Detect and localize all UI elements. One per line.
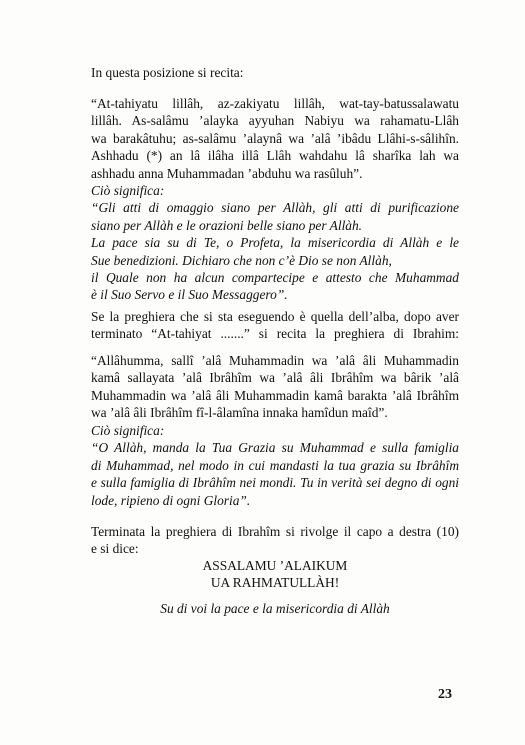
text-line: “At-tahiyatu lillâh, az-zakiyatu lillâh, wat-tay-batussalawatu bbox=[91, 96, 459, 111]
text-line: di Muhammad, nel modo in cui mandasti la tua grazia su Ibrâhîm bbox=[91, 457, 459, 473]
salutation-line: ASSALAMU ’ALAIKUM bbox=[202, 558, 348, 573]
text-line: ashhadu anna Muhammadan ’abduhu wa rasûluh”. bbox=[91, 165, 363, 181]
text-line: kamâ sallayata ’alâ Ibrâhîm wa ’alâ âli Ibrâhîm wa bârik ’alâ bbox=[91, 370, 459, 386]
text-line: lode, ripieno di ogni Gloria”. bbox=[91, 492, 251, 508]
text-line: è il Suo Servo e il Suo Messaggero”. bbox=[91, 287, 288, 303]
dawn-prayer-paragraph bbox=[91, 308, 459, 343]
ibrahim-arabic-paragraph bbox=[91, 352, 459, 422]
closing-paragraph bbox=[91, 523, 459, 558]
text-line: “Allâhumma, sallî ’alâ Muhammadin wa ’alâ âli Muhammadin bbox=[91, 353, 459, 368]
intro-paragraph bbox=[91, 64, 459, 81]
text-line: Terminata la preghiera di Ibrahîm si rivolge il capo a destra (10) bbox=[91, 524, 459, 539]
text-line: La pace sia su di Te, o Profeta, la misericordia di Allàh e le bbox=[91, 235, 459, 251]
text-line: e sulla famiglia di Ibrâhîm nei mondi. Tu in verità sei degno di ogni bbox=[91, 475, 459, 491]
text-line: siano per Allàh e le orazioni belle siano per Allàh. bbox=[91, 217, 363, 233]
salutation-line: UA RAHMATULLÀH! bbox=[210, 575, 340, 591]
meaning-label: Ciò significa: bbox=[91, 423, 165, 438]
text-line: Sue benedizioni. Dichiaro che non c’è Dio se non Allàh, bbox=[91, 252, 392, 268]
text-line: e si dice: bbox=[91, 541, 139, 557]
text-line: Muhammadin wa ’alâ âli Muhammadin kamâ barakta ’alâ Ibrâhîm bbox=[91, 387, 459, 403]
text-line: terminato “At-tahiyat .......” si recita la preghiera di Ibrahim: bbox=[91, 326, 459, 342]
text-line: wa ’alâ âli Ibrâhîm fî-l-âlamîna innaka hamîdun maîd”. bbox=[91, 405, 388, 421]
text-line: il Quale non ha alcun compartecipe e attesto che Muhammad bbox=[91, 270, 459, 286]
salutation-block bbox=[91, 557, 459, 617]
page-number: 23 bbox=[438, 687, 452, 702]
tahiyat-meaning-paragraph bbox=[91, 182, 459, 304]
text-line: wa barakâtuhu; as-salâmu ’alaynâ wa ’alâ ’ibâdu Llâhi-s-sâlihîn. bbox=[91, 130, 459, 146]
salutation-meaning: Su di voi la pace e la misericordia di Allàh bbox=[160, 600, 390, 616]
text-line: Ashhadu (*) an lâ ilâha illâ Llâh wahdahu lâ sharîka lah wa bbox=[91, 148, 459, 164]
text-line: “Gli atti di omaggio siano per Allàh, gli atti di purificazione bbox=[91, 200, 459, 216]
tahiyat-arabic-paragraph bbox=[91, 95, 459, 182]
meaning-label: Ciò significa: bbox=[91, 183, 165, 198]
ibrahim-meaning-paragraph bbox=[91, 422, 459, 509]
text-line: “O Allàh, manda la Tua Grazia su Muhammad e sulla famiglia bbox=[91, 440, 459, 456]
text-line: Se la preghiera che si sta eseguendo è quella dell’alba, dopo aver bbox=[91, 309, 459, 324]
intro-line: In questa posizione si recita: bbox=[91, 65, 244, 80]
text-line: lillâh. As-salâmu ’alayka ayyuhan Nabiyu wa rahamatu-Llâh bbox=[91, 113, 459, 129]
